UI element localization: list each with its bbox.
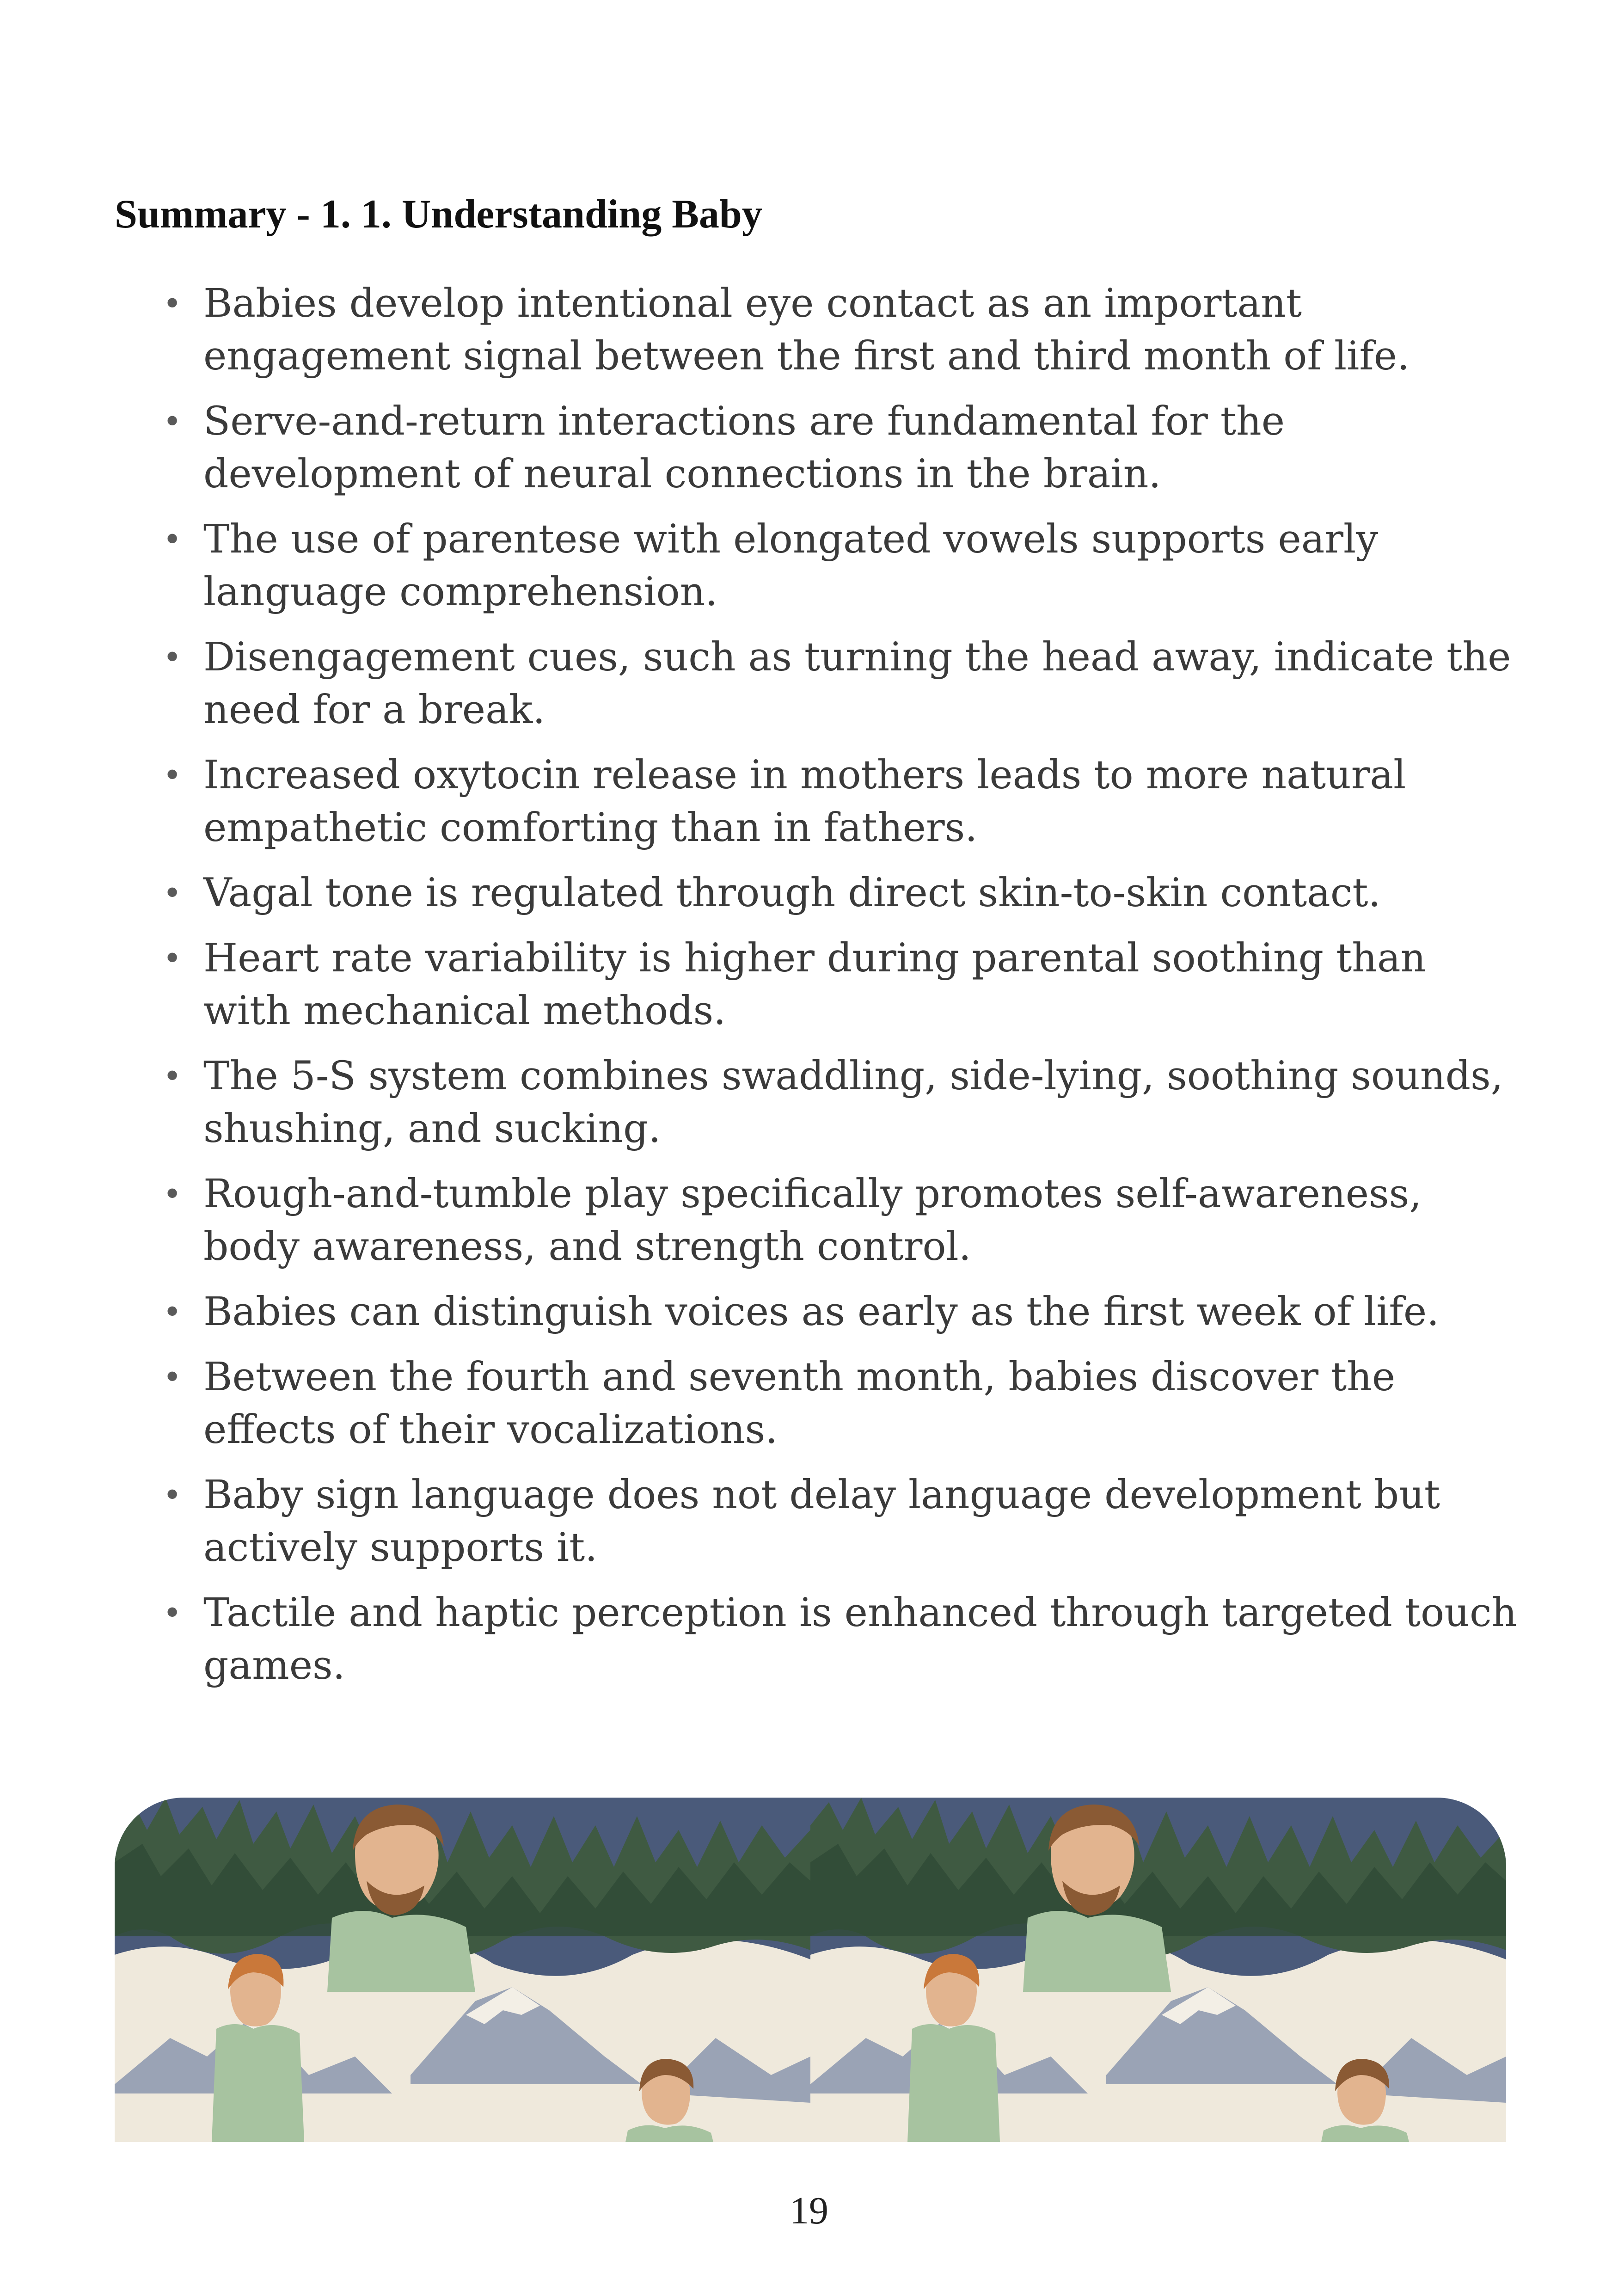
bullet-icon: • xyxy=(163,1476,182,1514)
list-item xyxy=(157,867,1526,920)
bullet-icon: • xyxy=(163,874,182,912)
page-title: Summary - 1. 1. Understanding Baby xyxy=(115,192,762,237)
bullet-icon: • xyxy=(163,939,182,977)
list-item-text: Disengagement cues, such as turning the head away, indicate the need for a break. xyxy=(203,634,1511,733)
bullet-icon: • xyxy=(163,285,182,323)
list-item-text: Babies develop intentional eye contact as an important engagement signal between the first and third month of life. xyxy=(203,281,1410,379)
list-item-text: Vagal tone is regulated through direct skin-to-skin contact. xyxy=(203,870,1381,916)
bullet-icon: • xyxy=(163,756,182,794)
bullet-icon: • xyxy=(163,1057,182,1095)
list-item xyxy=(157,277,1526,383)
list-item-text: The use of parentese with elongated vowels supports early language comprehension. xyxy=(203,516,1379,615)
list-item xyxy=(157,631,1526,737)
list-item xyxy=(157,749,1526,854)
list-item-text: Rough-and-tumble play specifically promotes self-awareness, body awareness, and strength control. xyxy=(203,1171,1422,1270)
summary-list xyxy=(157,277,1526,1705)
bullet-icon: • xyxy=(163,638,182,676)
list-item xyxy=(157,932,1526,1037)
decorative-banner-illustration xyxy=(115,1798,1506,2142)
page-number: 19 xyxy=(790,2189,828,2232)
bullet-icon: • xyxy=(163,521,182,559)
list-item-text: Tactile and haptic perception is enhanced through targeted touch games. xyxy=(203,1590,1517,1688)
list-item xyxy=(157,513,1526,619)
list-item-text: Baby sign language does not delay language development but actively supports it. xyxy=(203,1472,1440,1571)
bullet-icon: • xyxy=(163,1293,182,1331)
list-item xyxy=(157,1168,1526,1273)
list-item-text: Heart rate variability is higher during parental soothing than with mechanical methods. xyxy=(203,935,1426,1034)
list-item xyxy=(157,1286,1526,1338)
bullet-icon: • xyxy=(163,1594,182,1632)
list-item-text: Between the fourth and seventh month, babies discover the effects of their vocalizations. xyxy=(203,1354,1396,1453)
list-item xyxy=(157,1351,1526,1456)
bullet-icon: • xyxy=(163,403,182,441)
list-item-text: Increased oxytocin release in mothers leads to more natural empathetic comforting than in fathers. xyxy=(203,752,1406,851)
bullet-icon: • xyxy=(163,1175,182,1213)
list-item-text: Babies can distinguish voices as early as the first week of life. xyxy=(203,1289,1440,1335)
list-item-text: The 5-S system combines swaddling, side-lying, soothing sounds, shushing, and sucking. xyxy=(203,1053,1503,1152)
list-item-text: Serve-and-return interactions are fundamental for the development of neural connections in the brain. xyxy=(203,399,1285,497)
list-item xyxy=(157,1050,1526,1155)
list-item xyxy=(157,395,1526,501)
bullet-icon: • xyxy=(163,1358,182,1396)
list-item xyxy=(157,1587,1526,1692)
list-item xyxy=(157,1469,1526,1574)
